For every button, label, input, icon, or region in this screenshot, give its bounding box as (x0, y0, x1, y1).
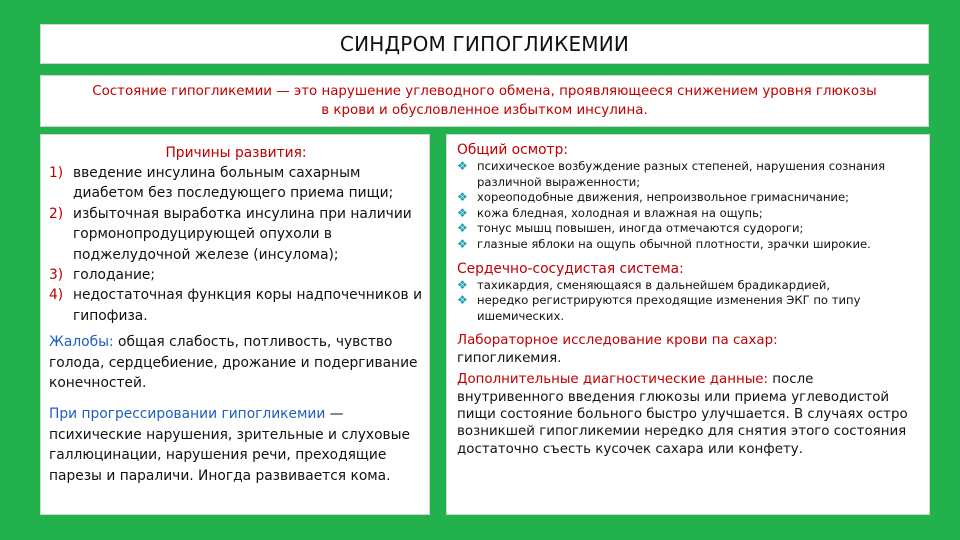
cardio-item (457, 293, 923, 324)
diamond-bullet-icon: ❖ (457, 277, 468, 292)
cardio-item-text: нередко регистрируются преходящие изменения ЭКГ по типу ишемических. (477, 293, 861, 323)
lab-text: гипогликемия. (457, 350, 562, 366)
definition-box (40, 75, 929, 127)
cause-item (49, 163, 423, 204)
exam-item-text: хореоподобные движения, непроизвольное гримасничание; (477, 190, 849, 205)
diamond-bullet-icon: ❖ (457, 159, 468, 173)
lab-label: Лабораторное исследование крови па сахар: (457, 333, 778, 349)
cause-item (49, 204, 423, 265)
diamond-bullet-icon: ❖ (457, 293, 468, 308)
cause-text: недостаточная функция коры надпочечников и гипофиза. (73, 287, 423, 324)
title-box (40, 24, 929, 64)
exam-item-text: кожа бледная, холодная и влажная на ощупь; (477, 205, 763, 220)
definition-text: Состояние гипогликемии — это нарушение углеводного обмена, проявляющееся снижением уровня глюкозы в крови и обусловленное избытком инсулина. (92, 84, 877, 118)
diamond-bullet-icon: ❖ (457, 205, 468, 220)
cause-number: 2) (49, 205, 64, 222)
exam-item-text: психическое возбуждение разных степеней, нарушения сознания различной выраженности; (477, 159, 886, 189)
exam-item-text: глазные яблоки на ощупь обычной плотности, зрачки широкие. (477, 236, 871, 251)
exam-item (457, 206, 923, 222)
complaints-label: Жалобы: (49, 334, 114, 351)
cause-text: голодание; (73, 267, 156, 284)
cardio-item (457, 278, 923, 294)
diamond-bullet-icon: ❖ (457, 236, 468, 251)
cause-number: 4) (49, 287, 64, 304)
cardio-item-text: тахикардия, сменяющаяся в дальнейшем брадикардией, (477, 277, 831, 292)
cause-item (49, 265, 423, 285)
exam-item (457, 237, 923, 253)
slide-title: СИНДРОМ ГИПОГЛИКЕМИИ (339, 32, 630, 56)
extra-paragraph (457, 371, 923, 458)
progression-label: При прогрессировании гипогликемии (49, 406, 326, 423)
progression-text: — психические нарушения, зрительные и слуховые галлюцинации, нарушения речи, преходящие парезы и параличи. Иногда развивается кома. (49, 406, 411, 484)
cause-number: 1) (49, 165, 64, 181)
causes-panel (40, 134, 430, 515)
cause-text: введение инсулина больным сахарным диабетом без последующего приема пищи; (73, 165, 394, 202)
causes-heading: Причины развития: (165, 145, 307, 161)
cardio-heading: Сердечно-сосудистая система: (457, 260, 684, 277)
exam-item-text: тонус мышц повышен, иногда отмечаются судороги; (477, 221, 804, 236)
progression-paragraph (49, 404, 423, 486)
cause-number: 3) (49, 267, 64, 284)
cause-text: избыточная выработка инсулина при наличии гормонопродуцирующей опухоли в поджелудочной железе (инсулома); (73, 205, 412, 263)
exam-heading: Общий осмотр: (457, 142, 569, 158)
complaints-text: общая слабость, потливость, чувство голода, сердцебиение, дрожание и подергивание конечностей. (49, 334, 418, 392)
diamond-bullet-icon: ❖ (457, 221, 468, 236)
diamond-bullet-icon: ❖ (457, 190, 468, 205)
exam-item (457, 159, 923, 190)
examination-panel (446, 134, 930, 515)
extra-text: после внутривенного введения глюкозы или приема углеводистой пищи состояние больного быстро улучшается. В случаях остро возникшей гипогликемии нередко для снятия этого состояния достаточно съесть кусочек сахара или конфету. (457, 372, 908, 457)
lab-paragraph (457, 332, 923, 367)
complaints-paragraph (49, 332, 423, 394)
cause-item (49, 285, 423, 326)
extra-label: Дополнительные диагностические данные: (457, 372, 769, 388)
exam-item (457, 190, 923, 206)
exam-item (457, 221, 923, 237)
